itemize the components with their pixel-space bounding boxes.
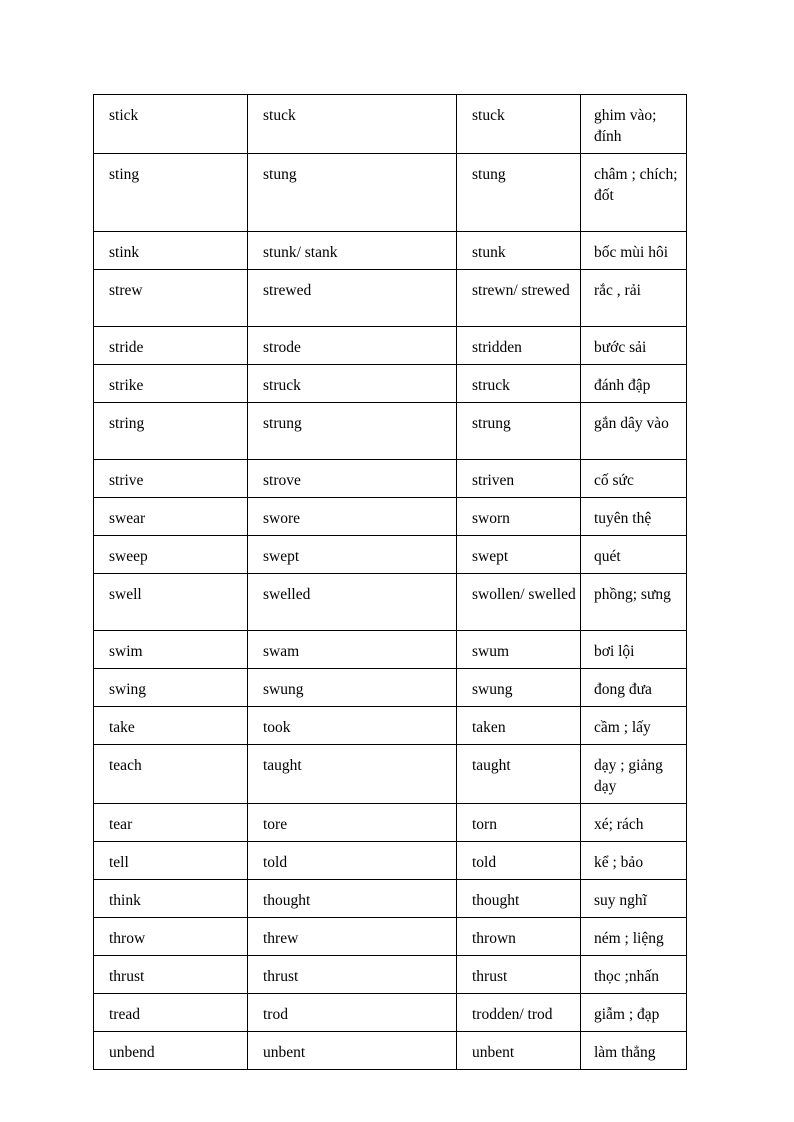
base-form-cell: stink <box>94 232 248 270</box>
past-participle-cell: stung <box>457 154 581 232</box>
base-form-cell: string <box>94 403 248 460</box>
past-form-cell: strewed <box>248 270 457 327</box>
past-form-cell: struck <box>248 365 457 403</box>
past-form-cell: trod <box>248 994 457 1032</box>
meaning-cell: bơi lội <box>581 631 687 669</box>
past-form-cell: strove <box>248 460 457 498</box>
table-row <box>94 460 687 498</box>
past-participle-cell: swollen/ swelled <box>457 574 581 631</box>
past-form-cell: swept <box>248 536 457 574</box>
meaning-cell: xé; rách <box>581 804 687 842</box>
meaning-cell: kể ; bảo <box>581 842 687 880</box>
past-form-cell: thrust <box>248 956 457 994</box>
meaning-cell: ném ; liệng <box>581 918 687 956</box>
table-row <box>94 232 687 270</box>
base-form-cell: stride <box>94 327 248 365</box>
past-form-cell: strung <box>248 403 457 460</box>
base-form-cell: tell <box>94 842 248 880</box>
meaning-cell: giẫm ; đạp <box>581 994 687 1032</box>
meaning-cell: ghim vào; đính <box>581 95 687 154</box>
meaning-cell: châm ; chích; đốt <box>581 154 687 232</box>
meaning-cell: quét <box>581 536 687 574</box>
base-form-cell: unbend <box>94 1032 248 1070</box>
table-row <box>94 804 687 842</box>
meaning-cell: đong đưa <box>581 669 687 707</box>
table-row <box>94 403 687 460</box>
meaning-cell: dạy ; giảng dạy <box>581 745 687 804</box>
base-form-cell: sting <box>94 154 248 232</box>
base-form-cell: swell <box>94 574 248 631</box>
base-form-cell: strive <box>94 460 248 498</box>
meaning-cell: suy nghĩ <box>581 880 687 918</box>
meaning-cell: cố sức <box>581 460 687 498</box>
past-participle-cell: told <box>457 842 581 880</box>
table-row <box>94 842 687 880</box>
past-form-cell: swam <box>248 631 457 669</box>
table-row <box>94 536 687 574</box>
past-participle-cell: strung <box>457 403 581 460</box>
base-form-cell: take <box>94 707 248 745</box>
meaning-cell: đánh đập <box>581 365 687 403</box>
base-form-cell: teach <box>94 745 248 804</box>
meaning-cell: thọc ;nhấn <box>581 956 687 994</box>
meaning-cell: cầm ; lấy <box>581 707 687 745</box>
table-row <box>94 994 687 1032</box>
past-participle-cell: stunk <box>457 232 581 270</box>
table-row <box>94 707 687 745</box>
base-form-cell: swing <box>94 669 248 707</box>
past-participle-cell: thought <box>457 880 581 918</box>
table-row <box>94 745 687 804</box>
past-form-cell: strode <box>248 327 457 365</box>
table-row <box>94 154 687 232</box>
table-row <box>94 631 687 669</box>
past-form-cell: stunk/ stank <box>248 232 457 270</box>
base-form-cell: strew <box>94 270 248 327</box>
past-participle-cell: trodden/ trod <box>457 994 581 1032</box>
meaning-cell: bước sải <box>581 327 687 365</box>
base-form-cell: swear <box>94 498 248 536</box>
base-form-cell: strike <box>94 365 248 403</box>
past-participle-cell: stridden <box>457 327 581 365</box>
past-participle-cell: swum <box>457 631 581 669</box>
past-form-cell: swung <box>248 669 457 707</box>
past-participle-cell: taken <box>457 707 581 745</box>
table-row <box>94 669 687 707</box>
past-participle-cell: stuck <box>457 95 581 154</box>
base-form-cell: sweep <box>94 536 248 574</box>
base-form-cell: thrust <box>94 956 248 994</box>
past-form-cell: tore <box>248 804 457 842</box>
past-participle-cell: torn <box>457 804 581 842</box>
irregular-verbs-table <box>93 94 687 1070</box>
table-row <box>94 270 687 327</box>
table-row <box>94 918 687 956</box>
past-form-cell: swelled <box>248 574 457 631</box>
table-row <box>94 574 687 631</box>
base-form-cell: swim <box>94 631 248 669</box>
table-row <box>94 365 687 403</box>
past-participle-cell: strewn/ strewed <box>457 270 581 327</box>
base-form-cell: tread <box>94 994 248 1032</box>
meaning-cell: tuyên thệ <box>581 498 687 536</box>
table-row <box>94 880 687 918</box>
past-form-cell: taught <box>248 745 457 804</box>
table-row <box>94 956 687 994</box>
meaning-cell: bốc mùi hôi <box>581 232 687 270</box>
table-row <box>94 1032 687 1070</box>
meaning-cell: gắn dây vào <box>581 403 687 460</box>
meaning-cell: phồng; sưng <box>581 574 687 631</box>
past-form-cell: stung <box>248 154 457 232</box>
base-form-cell: think <box>94 880 248 918</box>
past-participle-cell: thrown <box>457 918 581 956</box>
past-form-cell: unbent <box>248 1032 457 1070</box>
table-row <box>94 327 687 365</box>
base-form-cell: stick <box>94 95 248 154</box>
past-participle-cell: taught <box>457 745 581 804</box>
base-form-cell: tear <box>94 804 248 842</box>
base-form-cell: throw <box>94 918 248 956</box>
past-form-cell: told <box>248 842 457 880</box>
past-form-cell: took <box>248 707 457 745</box>
past-form-cell: stuck <box>248 95 457 154</box>
meaning-cell: rắc , rải <box>581 270 687 327</box>
past-participle-cell: struck <box>457 365 581 403</box>
past-form-cell: thought <box>248 880 457 918</box>
past-participle-cell: swung <box>457 669 581 707</box>
past-participle-cell: swept <box>457 536 581 574</box>
past-participle-cell: unbent <box>457 1032 581 1070</box>
past-participle-cell: striven <box>457 460 581 498</box>
past-form-cell: threw <box>248 918 457 956</box>
past-form-cell: swore <box>248 498 457 536</box>
table-row <box>94 498 687 536</box>
table-row <box>94 95 687 154</box>
past-participle-cell: thrust <box>457 956 581 994</box>
meaning-cell: làm thẳng <box>581 1032 687 1070</box>
past-participle-cell: sworn <box>457 498 581 536</box>
